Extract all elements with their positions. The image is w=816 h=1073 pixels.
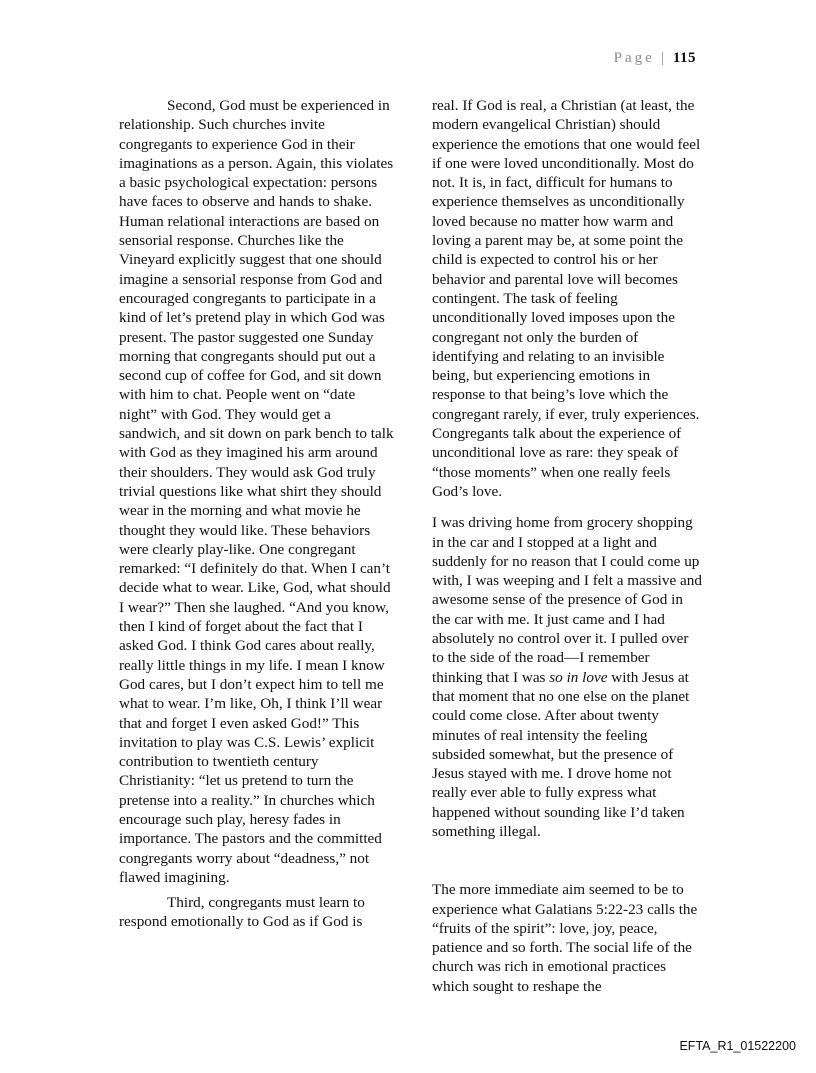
paragraph-unconditional-love: real. If God is real, a Christian (at least, the modern evangelical Christian) should experience the emotions that one would feel if one were loved unconditionally. Most do not. It is, in fact, difficult for humans to experience themselves as unconditionally loved because no matter how warm and loving a parent may be, at some point the child is expected to control his or her behavior and parental love will becomes contingent. The task of feeling unconditionally loved imposes upon the congregant not only the burden of identifying and relating to an invisible being, but experiencing emotions in response to that being’s love which the congregant rarely, if ever, truly experiences. Congregants talk about the experience of unconditional love as rare: they speak of “those moments” when one really feels God’s love. [432,97,701,500]
page-header [614,50,696,67]
page-separator: | [661,50,665,66]
paragraph-fruits-of-spirit: The more immediate aim seemed to be to experience what Galatians 5:22-23 calls the “fruits of the spirit”: love, joy, peace, patience and so forth. The social life of the church was rich in emotional practices which sought to reshape the [432,881,698,995]
right-column [432,96,704,996]
paragraph-third-point: Third, congregants must learn to respond emotionally to God as if God is [119,894,365,931]
quote-text-end: with Jesus at that moment that no one else on the planet could come close. After about twenty minutes of real intensity the feeling subsided somewhat, but the presence of Jesus stayed with me. I drove home not really ever able to fully express what happened without sounding like I’d taken something illegal. [432,668,690,840]
quote-text-start: I was driving home from grocery shopping in the car and I stopped at a light and suddenly for no reason that I could come up with, I was weeping and I felt a massive and awesome sense of the presence of God in the car with me. It just came and I had absolutely no control over it. I pulled over to the side of the road—I remember thinking that I was [432,514,702,686]
left-column [119,96,394,932]
paragraph-second-point: Second, God must be experienced in relationship. Such churches invite congregants to experience God in their imaginations as a person. Again, this violates a basic psychological expectation: persons have faces to observe and hands to shake. Human relational interactions are based on sensorial response. Churches like the Vineyard explicitly suggest that one should imagine a sensorial response from God and encouraged congregants to participate in a kind of let’s pretend play in which God was present. The pastor suggested one Sunday morning that congregants should put out a second cup of coffee for God, and sit down with him to chat. People went on “date night” with God. They would get a sandwich, and sit down on park bench to talk with God as they imagined his arm around their shoulders. They would ask God truly trivial questions like what shirt they should wear in the morning and what movie he thought they would like. These behaviors were clearly play-like. One congregant remarked: “I definitely do that. When I can’t decide what to wear. Like, God, what should I wear?” Then she laughed. “And you know, then I kind of forget about the fact that I asked God. I think God cares about really, really little things in my life. I mean I know God cares, but I don’t expect him to tell me what to wear. I’m like, Oh, I think I’ll wear that and forget I even asked God!” This invitation to play was C.S. Lewis’ explicit contribution to twentieth century Christianity: “let us pretend to turn the pretense into a reality.” In churches which encourage such play, heresy fades in importance. The pastors and the committed congregants worry about “deadness,” not flawed imagining. [119,97,394,886]
quote-emphasis: so in love [549,668,608,686]
document-id: EFTA_R1_01522200 [679,1039,796,1053]
page-label: Page [613,50,655,66]
quote-driving-home [432,513,704,841]
page-number: 115 [672,50,696,66]
